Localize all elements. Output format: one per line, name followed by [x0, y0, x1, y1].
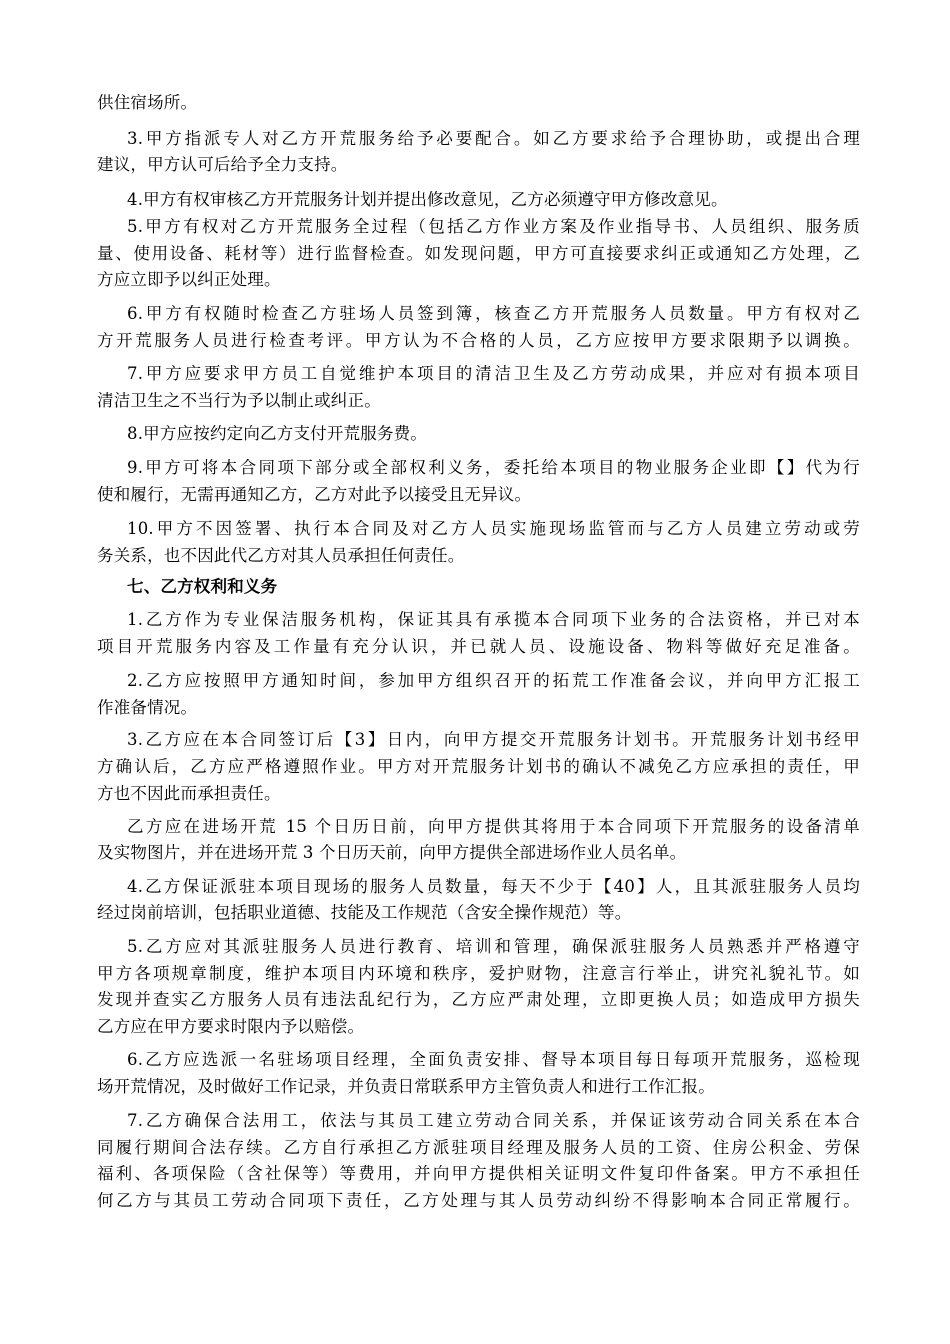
- text-line: 7.乙方确保合法用工，依法与其员工建立劳动合同关系，并保证该劳动合同关系在本合: [127, 1111, 860, 1130]
- text-line: 量、使用设备、耗材等）进行监督检查。如发现问题，甲方可直接要求纠正或通知乙方处理，乙: [97, 244, 860, 263]
- text-line: 1.乙方作为专业保洁服务机构，保证其具有承揽本合同项下业务的合法资格，并已对本: [127, 610, 860, 629]
- text-line: 方应立即予以纠正处理。: [97, 270, 281, 289]
- text-line: 4.乙方保证派驻本项目现场的服务人员数量，每天不少于【40】人，且其派驻服务人员均: [127, 877, 860, 896]
- text-line: 甲方各项规章制度，维护本项目内环境和秩序，爱护财物，注意言行举止，讲究礼貌礼节。如: [97, 964, 860, 983]
- text-line: 2.乙方应按照甲方通知时间，参加甲方组织召开的拓荒工作准备会议，并向甲方汇报工: [127, 671, 860, 690]
- text-line: 3.甲方指派专人对乙方开荒服务给予必要配合。如乙方要求给予合理协助，或提出合理: [127, 129, 860, 148]
- text-line: 5.甲方有权对乙方开荒服务全过程（包括乙方作业方案及作业指导书、人员组织、服务质: [127, 217, 860, 236]
- text-line: 清洁卫生之不当行为予以制止或纠正。: [97, 391, 381, 410]
- text-line: 经过岗前培训，包括职业道德、技能及工作规范（含安全操作规范）等。: [97, 903, 632, 922]
- text-line: 方确认后，乙方应严格遵照作业。甲方对开荒服务计划书的确认不减免乙方应承担的责任，甲: [97, 757, 860, 776]
- text-line: 7.甲方应要求甲方员工自觉维护本项目的清洁卫生及乙方劳动成果，并应对有损本项目: [127, 364, 860, 383]
- text-line: 9.甲方可将本合同项下部分或全部权利义务，委托给本项目的物业服务企业即【】代为行: [127, 458, 860, 477]
- text-line: 3.乙方应在本合同签订后【3】日内，向甲方提交开荒服务计划书。开荒服务计划书经甲: [127, 730, 860, 749]
- text-line: 4.甲方有权审核乙方开荒服务计划并提出修改意见，乙方必须遵守甲方修改意见。: [127, 190, 728, 209]
- text-line: 同履行期间合法存续。乙方自行承担乙方派驻项目经理及服务人员的工资、住房公积金、劳保: [97, 1138, 860, 1157]
- text-line: 使和履行，无需再通知乙方，乙方对此予以接受且无异议。: [97, 485, 532, 504]
- text-line: 乙方应在进场开荒 15 个日历日前，向甲方提供其将用于本合同项下开荒服务的设备清单: [127, 817, 860, 836]
- text-line: 8.甲方应按约定向乙方支付开荒服务费。: [127, 424, 428, 443]
- text-line: 作准备情况。: [97, 698, 198, 717]
- section-heading: 七、乙方权利和义务: [127, 577, 278, 596]
- text-line: 6.甲方有权随时检查乙方驻场人员签到簿，核查乙方开荒服务人员数量。甲方有权对乙: [127, 304, 860, 323]
- text-line: 发现并查实乙方服务人员有违法乱纪行为，乙方应严肃处理，立即更换人员；如造成甲方损失: [97, 990, 860, 1009]
- text-line: 项目开荒服务内容及工作量有充分认识，并已就人员、设施设备、物料等做好充足准备。: [97, 637, 860, 656]
- text-line: 6.乙方应选派一名驻场项目经理，全面负责安排、督导本项目每日每项开荒服务，巡检现: [127, 1050, 860, 1069]
- text-line: 乙方应在甲方要求时限内予以赔偿。: [97, 1017, 365, 1036]
- text-line: 何乙方与其员工劳动合同项下责任，乙方处理与其人员劳动纠纷不得影响本合同正常履行。: [97, 1191, 860, 1210]
- text-line: 供住宿场所。: [97, 93, 198, 112]
- text-line: 福利、各项保险（含社保等）等费用，并向甲方提供相关证明文件复印件备案。甲方不承担任: [97, 1164, 860, 1183]
- text-line: 5.乙方应对其派驻服务人员进行教育、培训和管理，确保派驻服务人员熟悉并严格遵守: [127, 937, 860, 956]
- text-line: 场开荒情况，及时做好工作记录，并负责日常联系甲方主管负责人和进行工作汇报。: [97, 1077, 715, 1096]
- text-line: 方也不因此而承担责任。: [97, 784, 281, 803]
- text-line: 10.甲方不因签署、执行本合同及对乙方人员实施现场监管而与乙方人员建立劳动或劳: [127, 519, 860, 538]
- text-line: 建议，甲方认可后给予全力支持。: [97, 155, 348, 174]
- text-line: 及实物图片，并在进场开荒 3 个日历天前，向甲方提供全部进场作业人员名单。: [97, 843, 687, 862]
- text-line: 务关系，也不因此代乙方对其人员承担任何责任。: [97, 546, 465, 565]
- text-line: 方开荒服务人员进行检查考评。甲方认为不合格的人员，乙方应按甲方要求限期予以调换。: [97, 331, 860, 350]
